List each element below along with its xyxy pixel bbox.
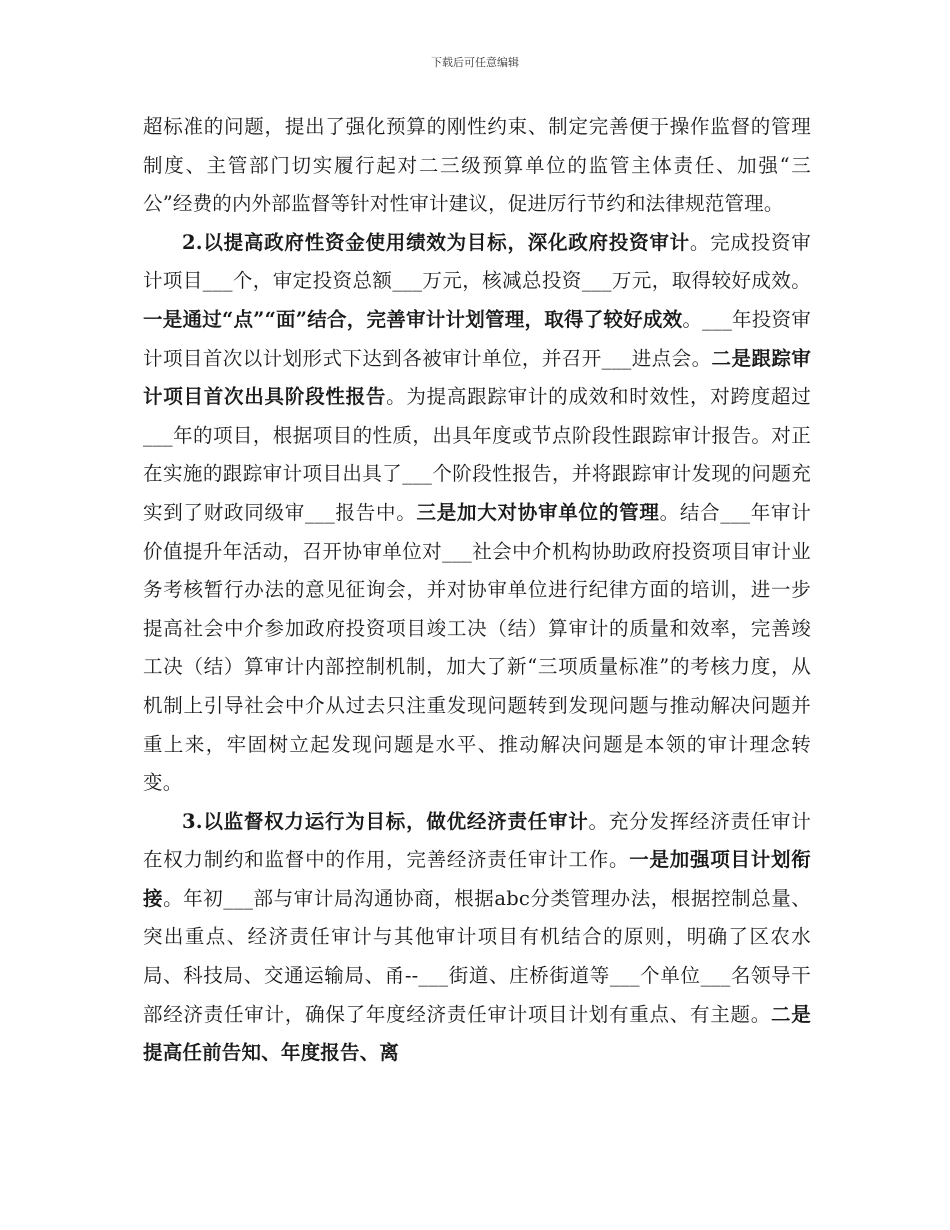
document-body: [143, 108, 811, 1073]
text-run: 。年初___部与审计局沟通协商，根据abc分类管理办法，根据控制总量、突出重点、经济责任审计与其他审计项目有机结合的原则，明确了区农水局、科技局、交通运输局、甬--___街道、庄桥街道等___个单位___名领导干部经济责任审计，确保了年度经济责任审计项目计划有重点、有主题。: [143, 886, 812, 1026]
point-one-heading: 一是通过“点”“面”结合，完善审计计划管理，取得了较好成效: [143, 307, 683, 331]
text-run: 。完成投资审计项目___个，审定投资总额___万元，核减总投资___万元，取得较好成效。: [143, 230, 811, 293]
text-run: 。为提高跟踪审计的成效和时效性，对跨度超过___年的项目，根据项目的性质，出具年度或节点阶段性跟踪审计报告。对正在实施的跟踪审计项目出具了___个阶段性报告，并将跟踪审计发现的问题充实到了财政同级审___报告中。: [143, 385, 811, 524]
section-heading-2: 2.以提高政府性资金使用绩效为目标，深化政府投资审计: [182, 230, 690, 254]
paragraph-3: [143, 803, 811, 1073]
point-two-heading: 二是提高任前告知、年度报告、离: [143, 1002, 812, 1065]
page-header: 下载后可任意编辑: [431, 56, 519, 69]
point-one-heading: 一是加强项目计划衔接: [143, 848, 811, 910]
paragraph-2: [143, 224, 811, 803]
text-run: 。充分发挥经济责任审计在权力制约和监督中的作用，完善经济责任审计工作。: [143, 809, 811, 872]
point-two-heading: 二是跟踪审计项目首次出具阶段性报告: [143, 346, 811, 409]
point-three-heading: 三是加大对协审单位的管理: [416, 500, 660, 524]
section-heading-3: 3.以监督权力运行为目标，做优经济责任审计: [182, 809, 589, 833]
text-run: 。___年投资审计项目首次以计划形式下达到各被审计单位，并召开___进点会。: [143, 307, 811, 370]
text-run: 。结合___年审计价值提升年活动，召开协审单位对___社会中介机构协助政府投资项目审计业务考核暂行办法的意见征询会，并对协审单位进行纪律方面的培训，进一步提高社会中介参加政府投资项目竣工决（结）算审计的质量和效率，完善竣工决（结）算审计内部控制机制，加大了新“三项质量标准”的考核力度，从机制上引导社会中介从过去只注重发现问题转到发现问题与推动解决问题并重上来，牢固树立起发现问题是水平、推动解决问题是本领的审计理念转变。: [143, 500, 811, 795]
paragraph-1: [143, 108, 811, 224]
text-run: 超标准的问题，提出了强化预算的刚性约束、制定完善便于操作监督的管理制度、主管部门切实履行起对二三级预算单位的监管主体责任、加强“三公”经费的内外部监督等针对性审计建议，促进厉行节约和法律规范管理。: [143, 115, 811, 216]
